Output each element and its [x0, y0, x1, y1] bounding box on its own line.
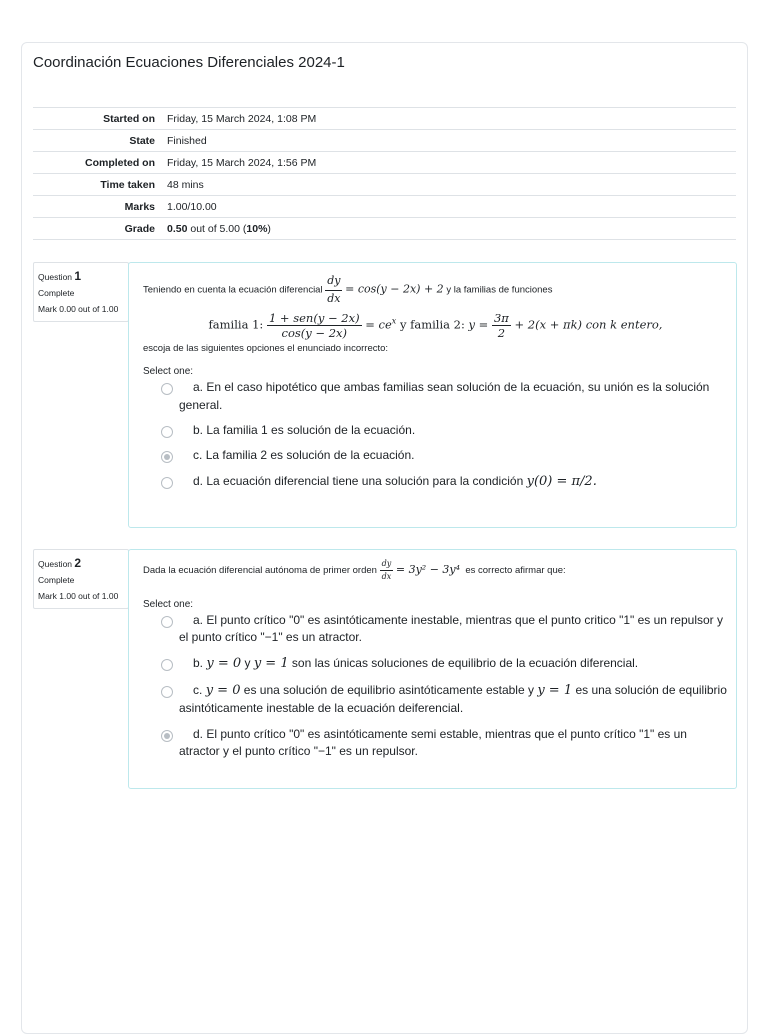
grade-text-end: )	[267, 222, 271, 235]
summary-label: Started on	[33, 108, 161, 130]
question-number: 1	[74, 269, 82, 283]
question-label: Question	[38, 272, 73, 282]
summary-label: Completed on	[33, 152, 161, 174]
radio-button[interactable]	[161, 686, 173, 698]
answer-option-d[interactable]: d. El punto crítico "0" es asintóticamente semi estable, mientras que el punto crítico "1" es un atractor y el punto crítico "−1" es un repulsor.	[143, 726, 728, 761]
dydx-fraction: $\frac{dy}{dx}$	[381, 559, 392, 581]
answer-option-a[interactable]: a. El punto crítico "0" es asintóticamente inestable, mientras que el punto critico "1" es un repulsor y el punto crítico "−1" es un atractor.	[143, 612, 728, 647]
summary-value	[161, 218, 736, 240]
question-number: 2	[74, 556, 82, 570]
summary-row-completed	[33, 152, 736, 174]
grade-text: out of 5.00 (	[187, 222, 247, 235]
answer-option-b[interactable]: b. y = 0 y y = 1 son las únicas soluciones de equilibrio de la ecuación diferencial.	[143, 655, 728, 674]
grade-percent: 10%	[246, 222, 268, 235]
summary-value: Finished	[161, 130, 736, 152]
question-1-info	[33, 262, 129, 322]
question-state: Complete	[38, 575, 75, 586]
radio-button[interactable]	[161, 616, 173, 628]
question-1-text: Teniendo en cuenta la ecuación diferencial $\frac{dy}{dx}$ = cos(y − 2x) + 2 y la familias de funciones	[143, 273, 728, 307]
summary-label: Grade	[33, 218, 161, 240]
summary-row-state	[33, 130, 736, 152]
question-mark: Mark 0.00 out of 1.00	[38, 303, 119, 314]
question-2-info	[33, 549, 129, 609]
summary-value: Friday, 15 March 2024, 1:56 PM	[161, 152, 736, 174]
question-state: Complete	[38, 288, 75, 299]
summary-value: Friday, 15 March 2024, 1:08 PM	[161, 108, 736, 130]
question-label: Question	[38, 559, 73, 569]
radio-button-selected[interactable]	[161, 730, 173, 742]
question-mark: Mark 1.00 out of 1.00	[38, 590, 119, 601]
radio-button[interactable]	[161, 426, 173, 438]
radio-button[interactable]	[161, 477, 173, 489]
radio-button-selected[interactable]	[161, 451, 173, 463]
answer-option-b[interactable]: b. La familia 1 es solución de la ecuación.	[143, 422, 728, 439]
answer-option-d[interactable]: d. La ecuación diferencial tiene una solución para la condición y(0) = π/2.	[143, 473, 728, 492]
summary-label: Marks	[33, 196, 161, 218]
summary-label: Time taken	[33, 174, 161, 196]
question-2-box	[128, 549, 737, 789]
summary-row-marks	[33, 196, 736, 218]
answer-option-c[interactable]: c. La familia 2 es solución de la ecuación.	[143, 447, 728, 464]
summary-value: 48 mins	[161, 174, 736, 196]
question-1-box	[128, 262, 737, 528]
radio-button[interactable]	[161, 383, 173, 395]
dydx-fraction: $\frac{dy}{dx}$	[327, 274, 341, 305]
attempt-summary-table	[33, 107, 736, 240]
select-one-label: Select one:	[143, 366, 194, 378]
summary-value: 1.00/10.00	[161, 196, 736, 218]
answer-option-c[interactable]: c. y = 0 es una solución de equilibrio asintóticamente estable y y = 1 es una solución de equilibrio asintóticamente inestable de la ecuación deiferencial.	[143, 682, 728, 718]
radio-button[interactable]	[161, 659, 173, 671]
question-1-tail: escoja de las siguientes opciones el enunciado incorrecto:	[143, 343, 389, 354]
summary-row-grade	[33, 218, 736, 240]
answer-option-a[interactable]: a. En el caso hipotético que ambas familias sean solución de la ecuación, su unión es la solución general.	[143, 379, 728, 414]
summary-row-time	[33, 174, 736, 196]
summary-row-started	[33, 108, 736, 130]
page-title: Coordinación Ecuaciones Diferenciales 2024-1	[33, 54, 345, 71]
question-2-text: Dada la ecuación diferencial autónoma de primer orden $\frac{dy}{dx}$ = 3y² − 3y⁴ es correcto afirmar que:	[143, 559, 566, 581]
families-equation: familia 1: $\frac{\text{1 + sen(y − 2x)}}{\cos(y - 2x)}$ = $ce^x$ y familia 2: y = $\frac{3\pi}{2}$ + 2(x + πk) con k entero,	[208, 311, 663, 340]
summary-label: State	[33, 130, 161, 152]
select-one-label: Select one:	[143, 599, 194, 610]
grade-score: 0.50	[167, 222, 188, 235]
